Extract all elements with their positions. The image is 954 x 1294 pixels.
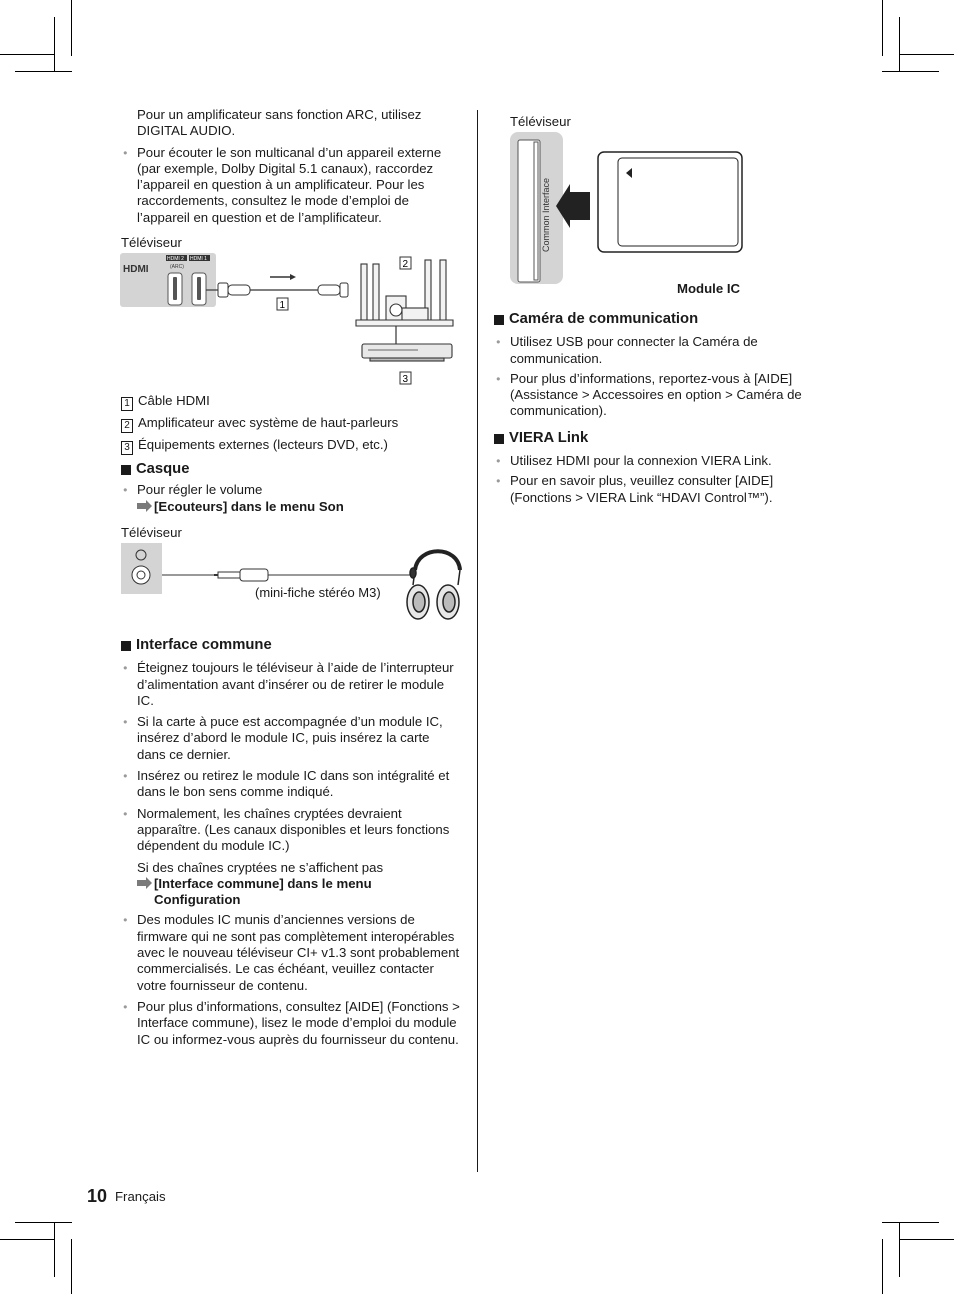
cable-legend bbox=[121, 393, 461, 455]
legend-item-1 bbox=[121, 393, 461, 411]
heading-camera: Caméra de communication bbox=[494, 311, 824, 327]
viera-bullet-1: ● Utilisez HDMI pour la connexion VIERA Link. bbox=[494, 453, 824, 469]
callout-3: 3 bbox=[402, 374, 409, 385]
module-ic-label: Module IC bbox=[677, 281, 741, 296]
casque-nav-path: [Ecouteurs] dans le menu Son bbox=[137, 499, 461, 515]
interface-bullet-2: ● Si la carte à puce est accompagnée d’un module IC, insérez d’abord le module IC, puis insérez la carte dans ce dernier. bbox=[121, 714, 461, 763]
legend-item-3 bbox=[121, 437, 461, 455]
interface-bullet-6: ● Pour plus d’informations, consultez [AIDE] (Fonctions > Interface commune), lisez le mode d’emploi du module IC ou informez-vous auprès du fournisseur du contenu. bbox=[121, 999, 461, 1048]
callout-1: 1 bbox=[279, 300, 286, 311]
page-number: 10 bbox=[87, 1186, 108, 1206]
speaker-system-graphic bbox=[356, 260, 453, 344]
interface-nav-path: [Interface commune] dans le menu Configuration bbox=[137, 876, 461, 909]
intro-paragraph: Pour un amplificateur sans fonction ARC, utilisez DIGITAL AUDIO. bbox=[137, 107, 422, 139]
headphones-graphic bbox=[407, 551, 460, 619]
arc-label: (ARC) bbox=[170, 264, 184, 270]
interface-bullet-1: ● Éteignez toujours le téléviseur à l’aide de l’interrupteur d’alimentation avant d’insérer ou de retirer le module IC. bbox=[121, 660, 461, 709]
dvd-player-graphic bbox=[362, 344, 452, 361]
hdmi-plug-left bbox=[228, 285, 250, 295]
interface-bullet-5: ● Des modules IC munis d’anciennes versions de firmware qui ne sont pas complètement interopérables avec le nouveau téléviseur CI+ v1.3 sont probablement commercialisés. Le cas échéant, veuillez contacter votre fournisseur de contenu. bbox=[121, 912, 461, 993]
legend-num: 3 bbox=[121, 441, 133, 455]
legend-text: Amplificateur avec système de haut-parleurs bbox=[138, 415, 399, 430]
hdmi-plug-right bbox=[318, 285, 340, 295]
hdmi-logo: HDMI bbox=[123, 264, 149, 275]
hdmi-connection-diagram bbox=[118, 250, 463, 390]
camera-bullet-2: ● Pour plus d’informations, reportez-vous à [AIDE] (Assistance > Accessoires en option > Caméra de communication). bbox=[494, 371, 824, 420]
heading-viera-link: VIERA Link bbox=[494, 430, 824, 446]
ci-slot-label: Common Interface bbox=[541, 177, 551, 252]
legend-item-2 bbox=[121, 415, 461, 433]
legend-num: 1 bbox=[121, 397, 133, 411]
casque-bullet: ● Pour régler le volume bbox=[121, 482, 461, 498]
footer-language: Français bbox=[115, 1189, 166, 1204]
viera-bullet-2: ● Pour en savoir plus, veuillez consulter [AIDE] (Fonctions > VIERA Link “HDAVI Control™”). bbox=[494, 473, 824, 506]
callout-2: 2 bbox=[402, 259, 409, 270]
hdmi1-label: HDMI 1 bbox=[190, 256, 207, 262]
interface-bullet-3: ● Insérez ou retirez le module IC dans son intégralité et dans le bon sens comme indiqué. bbox=[121, 768, 461, 801]
legend-num: 2 bbox=[121, 419, 133, 433]
headphone-connection-diagram bbox=[118, 540, 463, 625]
mini-plug bbox=[218, 572, 240, 578]
column-divider bbox=[477, 110, 478, 1172]
legend-text: Câble HDMI bbox=[138, 393, 210, 408]
tv-label-casque: Téléviseur bbox=[121, 524, 182, 540]
camera-bullet-1: ● Utilisez USB pour connecter la Caméra de communication. bbox=[494, 334, 824, 367]
bullet-multichannel: ● Pour écouter le son multicanal d’un appareil externe (par exemple, Dolby Digital 5.1 canaux), raccordez l’appareil en question à un amplificateur. Pour les raccordements, consultez le mode d’emploi de l’appareil en question et de l’amplificateur. bbox=[121, 145, 461, 226]
interface-bullet-4-follow: Si des chaînes cryptées ne s’affichent pas bbox=[137, 859, 384, 875]
tv-label-ci: Téléviseur bbox=[510, 114, 571, 129]
legend-text: Équipements externes (lecteurs DVD, etc.) bbox=[138, 437, 388, 452]
hdmi2-label: HDMI 2 bbox=[167, 256, 184, 262]
tv-label-hdmi: Téléviseur bbox=[121, 235, 182, 250]
interface-bullet-4: ● Normalement, les chaînes cryptées devraient apparaître. (Les canaux disponibles et leurs fonctions dépendent du module IC.) bbox=[121, 806, 461, 855]
ci-module-diagram bbox=[508, 130, 748, 290]
mini-plug-label: (mini-fiche stéréo M3) bbox=[255, 585, 381, 600]
heading-casque: Casque bbox=[121, 461, 461, 477]
heading-interface-commune: Interface commune bbox=[121, 637, 461, 653]
